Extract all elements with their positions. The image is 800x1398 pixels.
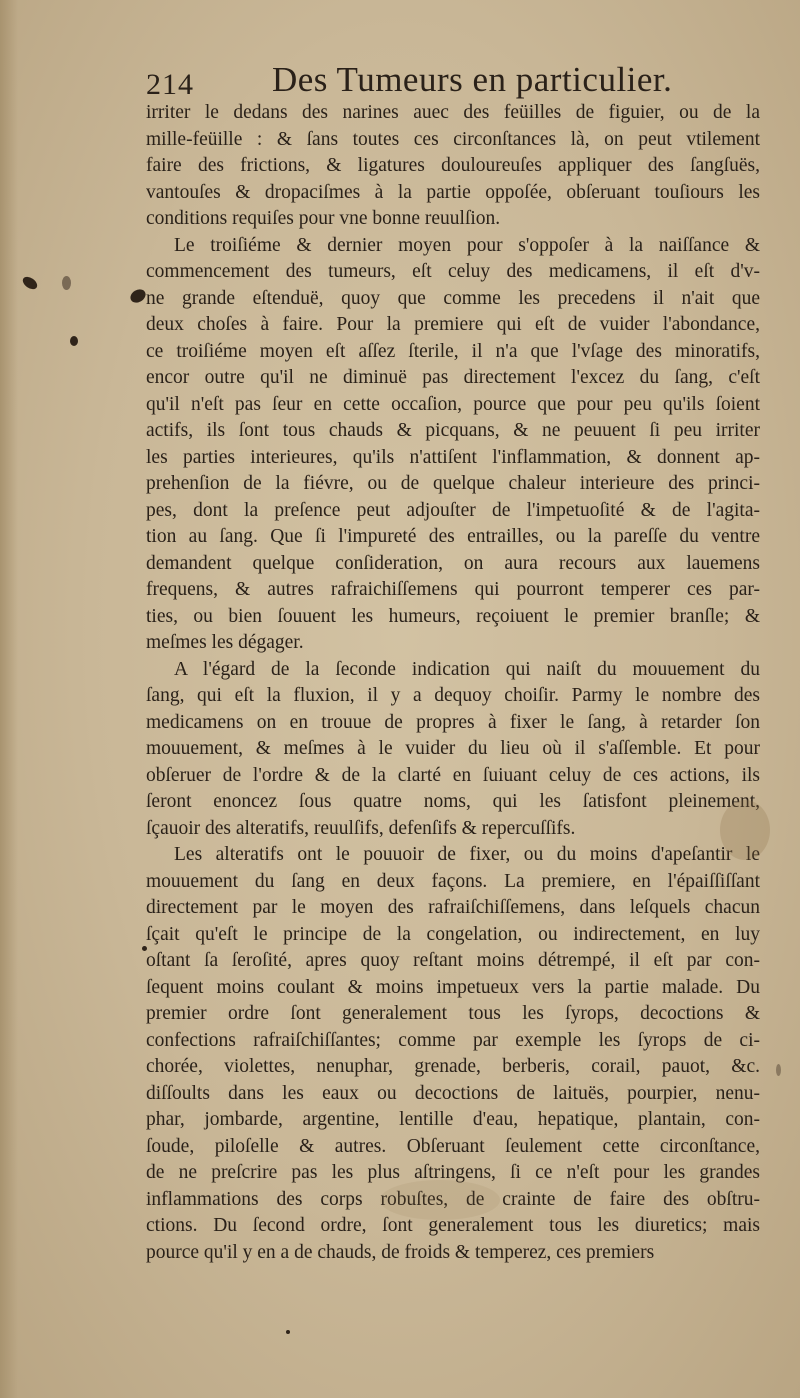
text-line: pource qu'il y en a de chauds, de froids & temperez, ces premiers — [146, 1241, 655, 1263]
paper-stain — [720, 800, 770, 860]
text-line: obſeruer de l'ordre & de la clarté en ſuiuant celuy de ces actions, ils — [146, 764, 760, 786]
text-line: qu'il n'eſt pas ſeur en cette occaſion, pource que pour peu qu'ils ſoient — [146, 393, 760, 415]
text-line: conditions requiſes pour vne bonne reuulſion. — [146, 208, 501, 229]
ink-blot-mark — [21, 274, 40, 291]
text-line: tion au ſang. Que ſi l'impureté des entrailles, ou la pareſſe du ventre — [146, 526, 760, 547]
text-line: confections rafraiſchiſſantes; comme par exemple les ſyrops de ci- — [146, 1029, 760, 1051]
text-line: frequens, & autres rafraichiſſemens qui pourront temperer ces par- — [146, 579, 760, 600]
text-line: pes, dont la preſence peut adjouſter de l'impetuoſité & de l'agita- — [146, 499, 760, 521]
text-line: demandent quelque conſideration, on aura recours aux lauemens — [146, 552, 760, 574]
ink-blot-mark — [286, 1330, 290, 1334]
text-line: mouuement du ſang en deux façons. La premiere, en l'épaiſſiſſant — [146, 870, 760, 892]
ink-blot-mark — [128, 287, 148, 305]
text-line: mille-feüille : & ſans toutes ces circonſtances là, on peut vtilement — [146, 128, 760, 150]
text-line: ties, ou bien ſouuent les humeurs, reçoiuent le premier branſle; & — [146, 605, 760, 627]
text-line: mouuement, & meſmes à le vuider du lieu où il s'aſſemble. Et pour — [146, 738, 760, 759]
text-line: vantouſes & dropaciſmes à la partie oppoſée, obſeruant touſiours les — [146, 181, 760, 203]
text-line: actifs, ils ſont tous chauds & picquans, & ne peuuent ſi peu irriter — [146, 420, 760, 441]
ink-blot-mark — [776, 1064, 781, 1076]
text-line: prehenſion de la fiévre, ou de quelque chaleur interieure des princi- — [146, 473, 760, 494]
text-line: ſequent moins coulant & moins impetueux vers la partie malade. Du — [146, 976, 760, 998]
text-line: ſang, qui eſt la fluxion, il y a dequoy choiſir. Parmy le nombre des — [146, 685, 760, 706]
ink-blot-mark — [62, 276, 71, 290]
text-line: oſtant ſa ſeroſité, apres quoy reſtant moins détrempé, il eſt par con- — [146, 950, 760, 971]
page-gutter-shadow — [0, 0, 18, 1398]
text-line: chorée, violettes, nenuphar, grenade, berberis, corail, pauot, &c. — [146, 1056, 760, 1077]
text-line: ſeront enoncez ſous quatre noms, qui les ſatisfont pleinement, — [146, 791, 760, 812]
text-line: meſmes les dégager. — [146, 632, 304, 653]
page-header — [146, 60, 766, 104]
text-line: phar, jombarde, argentine, lentille d'eau, hepatique, plantain, con- — [146, 1109, 760, 1130]
text-line: ſoude, piloſelle & autres. Obſeruant ſeulement cette circonſtance, — [146, 1135, 760, 1157]
text-line: les parties interieures, qu'ils n'attiſent l'inflammation, & donnent ap- — [146, 446, 760, 468]
text-line: Le troiſiéme & dernier moyen pour s'oppoſer à la naiſſance & — [174, 234, 760, 256]
page-number: 214 — [146, 68, 194, 101]
text-line: A l'égard de la ſeconde indication qui naiſt du mouuement du — [174, 658, 760, 680]
text-line: encor outre qu'il ne diminuë pas directement l'excez du ſang, c'eſt — [146, 367, 760, 388]
text-line: medicamens on en trouue de propres à fixer le ſang, à retarder ſon — [146, 711, 760, 733]
text-line: Les alteratifs ont le pouuoir de fixer, ou du moins d'apeſantir le — [174, 844, 760, 865]
text-line: deux choſes à faire. Pour la premiere qui eſt de vuider l'abondance, — [146, 314, 760, 335]
text-line: de ne preſcrire pas les plus aſtringens, ſi ce n'eſt pour les grandes — [146, 1162, 760, 1183]
text-line: inflammations des corps robuſtes, de crainte de faire des obſtru- — [146, 1188, 760, 1210]
running-head: Des Tumeurs en particulier. — [272, 60, 673, 99]
text-line: ſçait qu'eſt le principe de la congelation, ou indirectement, en luy — [146, 923, 760, 945]
text-line: commencement des tumeurs, eſt celuy des medicamens, il eſt d'v- — [146, 261, 760, 282]
text-line: irriter le dedans des narines auec des feüilles de figuier, ou de la — [146, 102, 760, 123]
text-line: premier ordre ſont generalement tous les ſyrops, decoctions & — [146, 1003, 760, 1024]
ink-blot-mark — [142, 946, 147, 951]
text-line: ce troiſiéme moyen eſt aſſez ſterile, il n'a que l'vſage des minoratifs, — [146, 340, 760, 362]
text-line: ctions. Du ſecond ordre, ſont generalement tous les diuretics; mais — [146, 1215, 760, 1236]
body-text — [146, 100, 760, 1266]
text-line: ſçauoir des alteratifs, reuulſifs, defenſifs & repercuſſifs. — [146, 817, 576, 839]
text-line: directement par le moyen des rafraiſchiſſemens, dans leſquels chacun — [146, 897, 760, 918]
text-line: faire des frictions, & ligatures douloureuſes appliquer des ſangſuës, — [146, 155, 760, 176]
paper-stain — [380, 1180, 500, 1220]
text-line: diſſoults dans les eaux ou decoctions de laituës, pourpier, nenu- — [146, 1082, 760, 1104]
text-line: ne grande eſtenduë, quoy que comme les precedens il n'ait que — [146, 287, 760, 309]
ink-blot-mark — [70, 336, 78, 346]
